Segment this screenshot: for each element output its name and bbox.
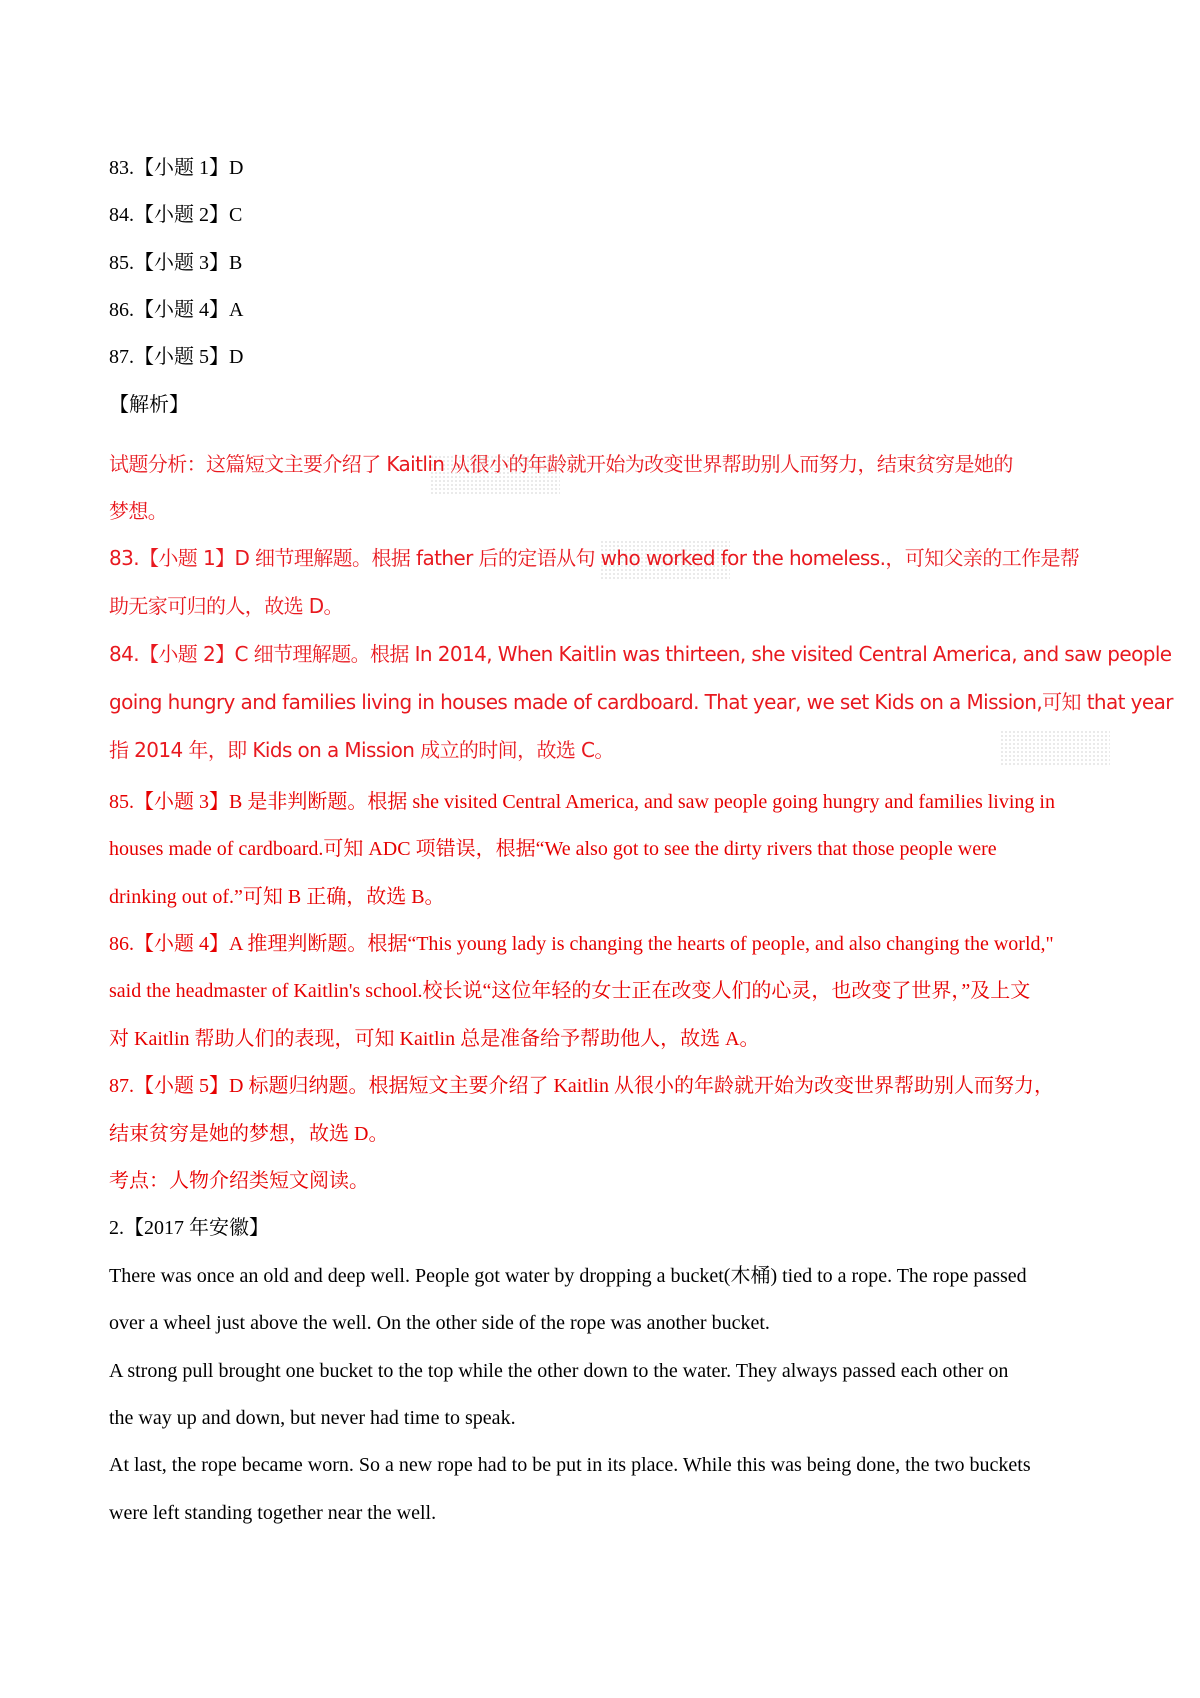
passage-line6: were left standing together near the well. <box>109 1502 437 1524</box>
answer-84: 84.【小题 2】C <box>109 204 243 226</box>
analysis-85-line2: houses made of cardboard.可知 ADC 项错误，根据“We also got to see the dirty rivers that those people were <box>109 838 997 860</box>
passage-line5: At last, the rope became worn. So a new rope had to be put in its place. While this was being done, the two buckets <box>109 1454 1031 1476</box>
analysis-83-line1: 83.【小题 1】D 细节理解题。根据 father 后的定语从句 who worked for the homeless.，可知父亲的工作是帮 <box>109 546 1080 570</box>
passage-line3: A strong pull brought one bucket to the top while the other down to the water. They always passed each other on <box>109 1360 1009 1382</box>
analysis-87-line2: 结束贫穷是她的梦想，故选 D。 <box>109 1123 389 1145</box>
analysis-86-line1: 86.【小题 4】A 推理判断题。根据“This young lady is changing the hearts of people, and also changing the world," <box>109 933 1054 955</box>
answer-86: 86.【小题 4】A <box>109 299 244 321</box>
passage-line1: There was once an old and deep well. People got water by dropping a bucket(木桶) tied to a rope. The rope passed <box>109 1265 1027 1287</box>
analysis-84-line2: going hungry and families living in houses made of cardboard. That year, we set Kids on a Mission,可知 that year <box>109 690 1173 714</box>
analysis-heading: 【解析】 <box>109 394 189 416</box>
passage-line4: the way up and down, but never had time to speak. <box>109 1407 516 1429</box>
answer-87: 87.【小题 5】D <box>109 346 244 368</box>
key-point: 考点：人物介绍类短文阅读。 <box>109 1170 369 1192</box>
analysis-83-line2: 助无家可归的人，故选 D。 <box>109 594 343 618</box>
analysis-summary-line2: 梦想。 <box>109 499 168 523</box>
answer-85: 85.【小题 3】B <box>109 252 243 274</box>
analysis-86-line3: 对 Kaitlin 帮助人们的表现，可知 Kaitlin 总是准备给予帮助他人，故选 A。 <box>109 1028 760 1050</box>
analysis-84-line3: 指 2014 年，即 Kids on a Mission 成立的时间，故选 C。 <box>109 738 614 762</box>
analysis-85-line3: drinking out of.”可知 B 正确，故选 B。 <box>109 886 445 908</box>
analysis-84-line1: 84.【小题 2】C 细节理解题。根据 In 2014, When Kaitlin was thirteen, she visited Central America, and saw people <box>109 642 1172 666</box>
passage-line2: over a wheel just above the well. On the other side of the rope was another bucket. <box>109 1312 770 1334</box>
analysis-86-line2: said the headmaster of Kaitlin's school.校长说“这位年轻的女士正在改变人们的心灵，也改变了世界，”及上文 <box>109 980 1031 1002</box>
answer-83: 83.【小题 1】D <box>109 157 244 179</box>
section-title: 2.【2017 年安徽】 <box>109 1217 269 1239</box>
analysis-85-line1: 85.【小题 3】B 是非判断题。根据 she visited Central America, and saw people going hungry and families living in <box>109 791 1055 813</box>
analysis-87-line1: 87.【小题 5】D 标题归纳题。根据短文主要介绍了 Kaitlin 从很小的年龄就开始为改变世界帮助别人而努力， <box>109 1075 1054 1097</box>
analysis-summary-line1: 试题分析：这篇短文主要介绍了 Kaitlin 从很小的年龄就开始为改变世界帮助别人而努力，结束贫穷是她的 <box>109 452 1013 476</box>
